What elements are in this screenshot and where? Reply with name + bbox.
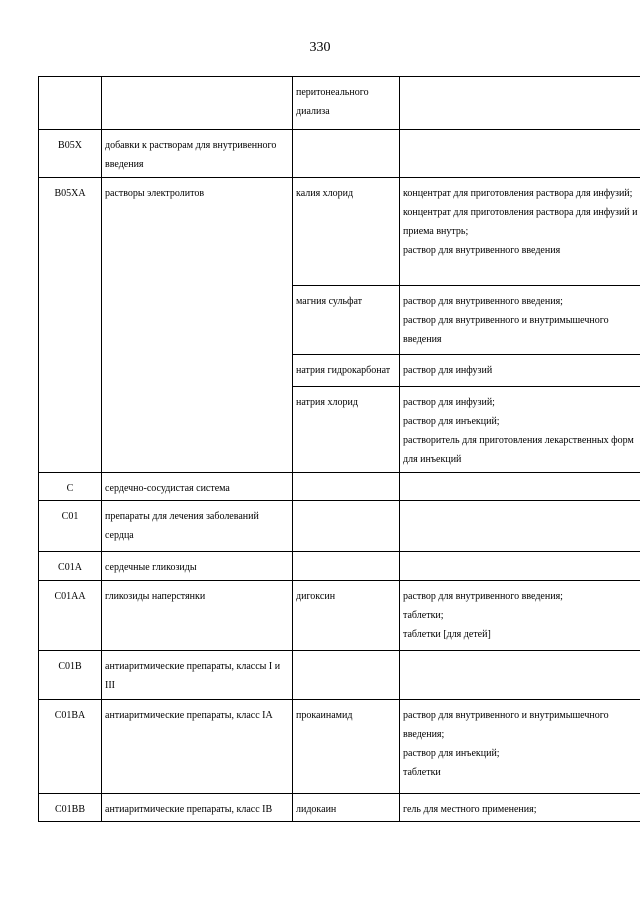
dosage-form: раствор для внутривенного и внутримышечного введения; (403, 710, 609, 740)
drug-name-cell (293, 501, 400, 552)
pharmacological-group-cell: добавки к растворам для внутривенного введения (102, 130, 293, 178)
dosage-forms-cell (400, 552, 640, 581)
table-row (39, 700, 640, 794)
dosage-forms-cell (400, 651, 640, 700)
table-row (39, 473, 640, 501)
table-row (39, 77, 640, 130)
drug-classification-table (38, 76, 640, 822)
drug-name-cell: натрия гидрокарбонат (293, 355, 400, 387)
atc-code-cell: B05X (39, 130, 102, 178)
dosage-forms-cell (400, 794, 640, 822)
pharmacological-group-cell: сердечно-сосудистая система (102, 473, 293, 501)
dosage-forms-cell (400, 286, 640, 355)
dosage-form: концентрат для приготовления раствора для инфузий и приема внутрь; (403, 207, 638, 237)
table-row (39, 130, 640, 178)
dosage-form: раствор для внутривенного введения (403, 245, 561, 256)
drug-name-cell: калия хлорид (293, 178, 400, 286)
dosage-form: раствор для внутривенного введения; (403, 591, 563, 602)
dosage-form: раствор для инъекций; (403, 748, 500, 759)
drug-name-cell (293, 552, 400, 581)
dosage-forms-cell (400, 387, 640, 473)
pharmacological-group-cell: препараты для лечения заболеваний сердца (102, 501, 293, 552)
atc-code-cell (39, 77, 102, 130)
dosage-forms-cell (400, 700, 640, 794)
dosage-form: растворитель для приготовления лекарственных форм для инъекций (403, 435, 634, 465)
dosage-forms-cell (400, 501, 640, 552)
atc-code-cell: C01BB (39, 794, 102, 822)
table-row (39, 501, 640, 552)
atc-code-cell: C01BA (39, 700, 102, 794)
pharmacological-group-cell: гликозиды наперстянки (102, 581, 293, 651)
dosage-form: таблетки [для детей] (403, 629, 491, 640)
table-row (39, 552, 640, 581)
drug-name-cell: дигоксин (293, 581, 400, 651)
dosage-form: таблетки (403, 767, 441, 778)
drug-name-cell: магния сульфат (293, 286, 400, 355)
dosage-form: гель для местного применения; (403, 804, 537, 815)
pharmacological-group-cell: растворы электролитов (102, 178, 293, 473)
dosage-forms-cell (400, 581, 640, 651)
dosage-forms-cell (400, 355, 640, 387)
page-number: 330 (309, 40, 331, 55)
dosage-form: раствор для инфузий (403, 365, 493, 376)
pharmacological-group-cell: антиаритмические препараты, класс IB (102, 794, 293, 822)
atc-code-cell: B05XA (39, 178, 102, 473)
atc-code-cell: C (39, 473, 102, 501)
drug-name-cell: перитонеального диализа (293, 77, 400, 130)
dosage-form: концентрат для приготовления раствора для инфузий; (403, 188, 633, 199)
dosage-form: раствор для внутривенного и внутримышечного введения (403, 315, 609, 345)
drug-name-cell (293, 130, 400, 178)
atc-code-cell: C01A (39, 552, 102, 581)
dosage-form: раствор для инфузий; (403, 397, 495, 408)
dosage-form: раствор для инъекций; (403, 416, 500, 427)
table-row (39, 794, 640, 822)
atc-code-cell: C01B (39, 651, 102, 700)
dosage-forms-cell (400, 178, 640, 286)
atc-code-cell: C01AA (39, 581, 102, 651)
atc-code-cell: C01 (39, 501, 102, 552)
table-row (39, 581, 640, 651)
drug-name-cell: натрия хлорид (293, 387, 400, 473)
pharmacological-group-cell (102, 77, 293, 130)
dosage-forms-cell (400, 130, 640, 178)
pharmacological-group-cell: антиаритмические препараты, классы I и III (102, 651, 293, 700)
dosage-form: раствор для внутривенного введения; (403, 296, 563, 307)
table-row (39, 651, 640, 700)
drug-name-cell: лидокаин (293, 794, 400, 822)
dosage-forms-cell (400, 77, 640, 130)
pharmacological-group-cell: антиаритмические препараты, класс IA (102, 700, 293, 794)
drug-name-cell (293, 651, 400, 700)
dosage-forms-cell (400, 473, 640, 501)
table-row (39, 178, 640, 286)
pharmacological-group-cell: сердечные гликозиды (102, 552, 293, 581)
drug-name-cell: прокаинамид (293, 700, 400, 794)
dosage-form: таблетки; (403, 610, 444, 621)
drug-name-cell (293, 473, 400, 501)
